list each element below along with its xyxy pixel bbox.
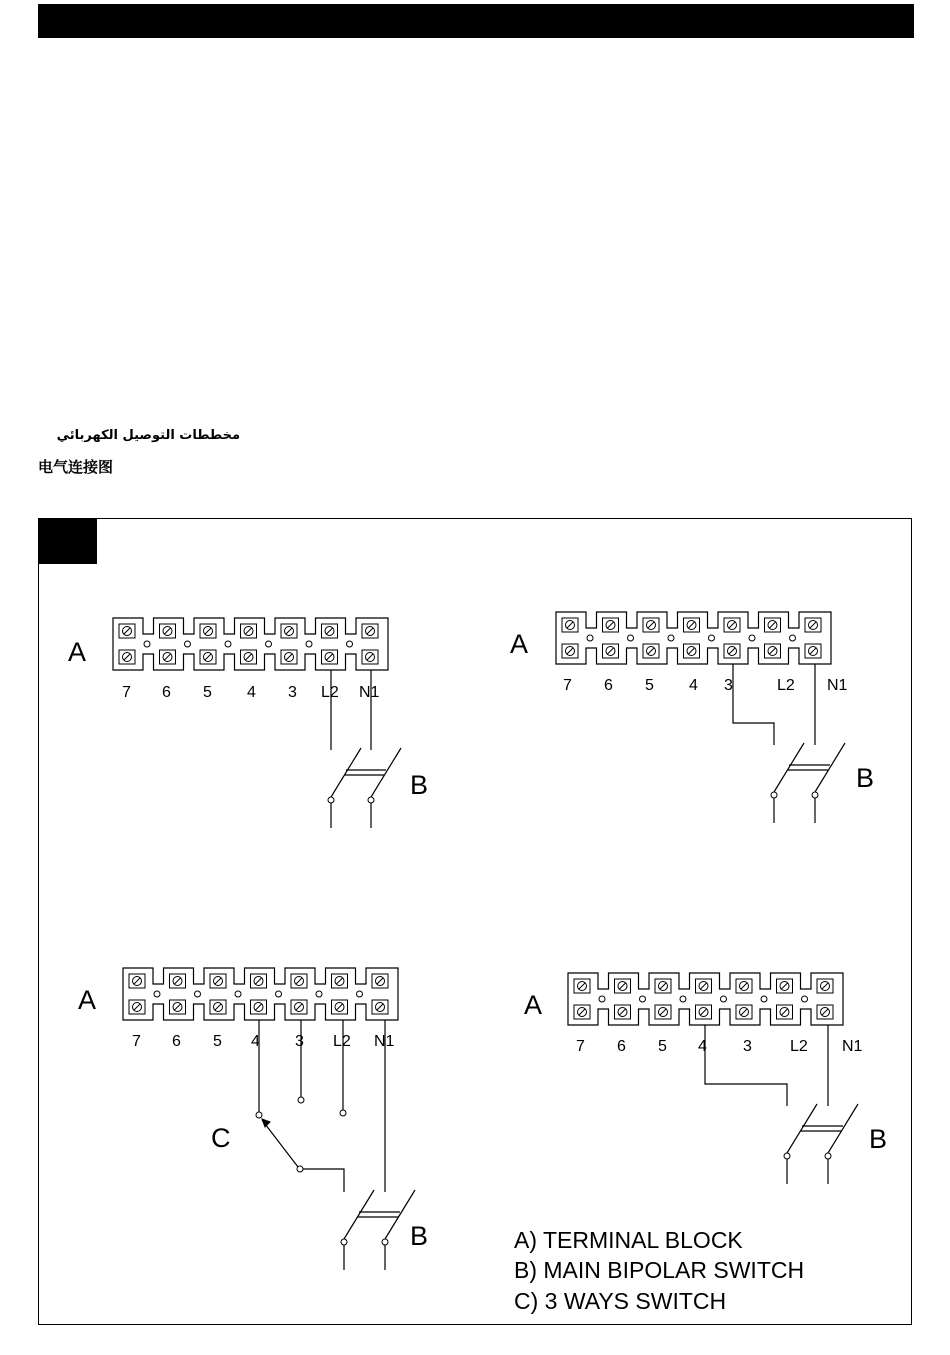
terminal-number: 5 <box>203 684 212 701</box>
bridge-hole <box>721 996 727 1002</box>
terminal-number: 3 <box>295 1033 304 1050</box>
label-b: B <box>856 763 875 793</box>
bridge-hole <box>587 635 593 641</box>
switch-contact <box>812 792 818 798</box>
terminal-number: 4 <box>251 1033 260 1050</box>
label-a: A <box>68 637 87 667</box>
terminal-number: L2 <box>333 1033 351 1050</box>
switch-contact <box>341 1239 347 1245</box>
switch-blade <box>787 1104 817 1153</box>
bridge-hole <box>640 996 646 1002</box>
switch-blade <box>774 743 804 792</box>
switch-blade <box>371 748 401 797</box>
bridge-hole <box>235 991 241 997</box>
bridge-hole <box>749 635 755 641</box>
bridge-hole <box>185 641 191 647</box>
three-way-common <box>297 1166 303 1172</box>
legend-terminal-block: A) TERMINAL BLOCK <box>514 1227 743 1253</box>
terminal-number: N1 <box>359 684 380 701</box>
terminal-number: 3 <box>288 684 297 701</box>
wire <box>303 1169 344 1192</box>
bridge-hole <box>790 635 796 641</box>
terminal-number: 3 <box>724 677 733 694</box>
bridge-hole <box>802 996 808 1002</box>
legend-main-bipolar-switch: B) MAIN BIPOLAR SWITCH <box>514 1257 805 1283</box>
switch-contact <box>825 1153 831 1159</box>
bridge-hole <box>680 996 686 1002</box>
switch-contact <box>382 1239 388 1245</box>
terminal-number: 6 <box>604 677 613 694</box>
bridge-hole <box>599 996 605 1002</box>
switch-contact <box>328 797 334 803</box>
chinese-title: 电气连接图 <box>38 458 114 476</box>
legend-3-ways-switch: C) 3 WAYS SWITCH <box>514 1288 727 1314</box>
terminal-number: 6 <box>617 1038 626 1055</box>
switch-contact <box>368 797 374 803</box>
bridge-hole <box>195 991 201 997</box>
terminal-number: N1 <box>374 1033 395 1050</box>
bridge-hole <box>709 635 715 641</box>
three-way-contact <box>298 1097 304 1103</box>
terminal-number: 5 <box>658 1038 667 1055</box>
bridge-hole <box>266 641 272 647</box>
bridge-hole <box>357 991 363 997</box>
label-a: A <box>510 629 529 659</box>
label-c: C <box>211 1123 231 1153</box>
label-a: A <box>78 985 97 1015</box>
bridge-hole <box>347 641 353 647</box>
switch-blade <box>344 1190 374 1239</box>
switch-blade <box>828 1104 858 1153</box>
label-a: A <box>524 990 543 1020</box>
switch-blade <box>331 748 361 797</box>
terminal-number: 7 <box>576 1038 585 1055</box>
diagram-4 <box>524 973 887 1184</box>
bridge-hole <box>316 991 322 997</box>
label-b: B <box>869 1124 888 1154</box>
three-way-contact <box>340 1110 346 1116</box>
wire <box>733 664 774 745</box>
terminal-number: 3 <box>743 1038 752 1055</box>
switch-contact <box>771 792 777 798</box>
terminal-number: N1 <box>842 1038 863 1055</box>
terminal-number: 6 <box>172 1033 181 1050</box>
terminal-number: L2 <box>790 1038 808 1055</box>
terminal-number: 7 <box>122 684 131 701</box>
terminal-number: 4 <box>689 677 698 694</box>
bridge-hole <box>668 635 674 641</box>
terminal-number: 7 <box>132 1033 141 1050</box>
switch-blade <box>815 743 845 792</box>
terminal-number: L2 <box>777 677 795 694</box>
arabic-title: مخططات التوصيل الكهربائي <box>56 428 240 443</box>
bridge-hole <box>154 991 160 997</box>
three-way-arrow <box>262 1119 270 1127</box>
label-b: B <box>410 1221 429 1251</box>
bridge-hole <box>144 641 150 647</box>
diagram-1 <box>68 618 428 828</box>
terminal-number: 4 <box>247 684 256 701</box>
diagram-3 <box>78 968 428 1270</box>
label-b: B <box>410 770 429 800</box>
three-way-contact <box>256 1112 262 1118</box>
terminal-number: 4 <box>698 1038 707 1055</box>
switch-contact <box>784 1153 790 1159</box>
diagram-2 <box>510 612 874 823</box>
bridge-hole <box>628 635 634 641</box>
terminal-number: 6 <box>162 684 171 701</box>
bridge-hole <box>276 991 282 997</box>
three-way-blade <box>262 1120 298 1167</box>
bridge-hole <box>225 641 231 647</box>
bridge-hole <box>306 641 312 647</box>
terminal-number: 5 <box>645 677 654 694</box>
bridge-hole <box>761 996 767 1002</box>
terminal-number: N1 <box>827 677 848 694</box>
terminal-number: 5 <box>213 1033 222 1050</box>
terminal-number: 7 <box>563 677 572 694</box>
terminal-number: L2 <box>321 684 339 701</box>
